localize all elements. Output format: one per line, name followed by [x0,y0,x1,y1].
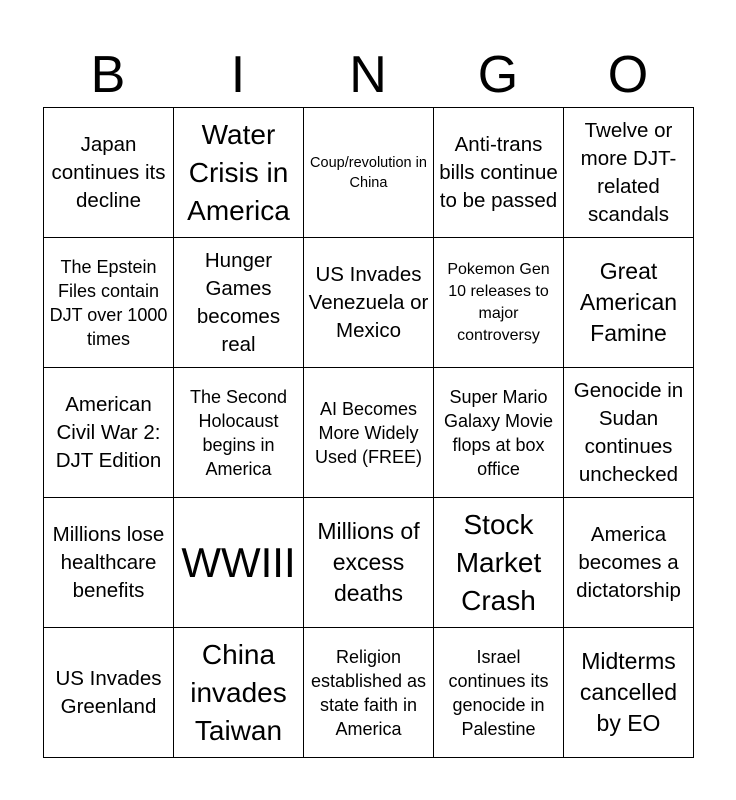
cell-text: Millions of excess deaths [317,518,420,606]
cell-text: Anti-trans bills continue to be passed [439,132,558,212]
cell-text: The Epstein Files contain DJT over 1000 times [49,256,168,349]
cell-text: America becomes a dictatorship [576,522,681,602]
cell-text: Millions lose healthcare benefits [52,522,165,602]
board-row [44,498,694,628]
board-row [44,108,694,238]
bingo-cell[interactable] [44,628,174,758]
bingo-cell[interactable] [564,368,694,498]
bingo-cell[interactable] [44,368,174,498]
cell-text: Super Mario Galaxy Movie flops at box office [443,386,554,479]
header-letter-i: I [230,46,246,104]
bingo-cell[interactable] [44,238,174,368]
cell-text: WWIII [181,538,296,586]
cell-text: Pokemon Gen 10 releases to major controversy [447,260,550,344]
bingo-cell[interactable] [434,498,564,628]
bingo-cell[interactable] [434,368,564,498]
bingo-cell[interactable] [304,108,434,238]
bingo-cell[interactable] [304,498,434,628]
bingo-cell[interactable] [174,108,304,238]
bingo-cell[interactable] [434,238,564,368]
cell-text: Midterms cancelled by EO [579,648,678,736]
cell-text: US Invades Greenland [55,666,162,718]
cell-text: Religion established as state faith in America [310,646,427,739]
cell-text: US Invades Venezuela or Mexico [308,262,429,342]
bingo-cell[interactable] [304,628,434,758]
bingo-cell[interactable] [434,628,564,758]
bingo-cell[interactable] [434,108,564,238]
cell-text: American Civil War 2: DJT Edition [55,392,162,472]
bingo-cell[interactable] [174,498,304,628]
bingo-cell[interactable] [564,238,694,368]
bingo-board [43,107,694,758]
bingo-cell[interactable] [174,238,304,368]
cell-text: China invades Taiwan [190,638,287,746]
bingo-cell[interactable] [174,628,304,758]
header-letter-b: B [90,46,126,104]
board-row [44,238,694,368]
bingo-cell[interactable] [564,628,694,758]
board-row [44,628,694,758]
cell-text: Coup/revolution in China [310,154,427,191]
cell-text: Great American Famine [579,258,678,346]
bingo-cell[interactable] [44,108,174,238]
bingo-header [43,44,693,106]
cell-text: AI Becomes More Widely Used (FREE) [314,398,422,467]
bingo-cell[interactable] [564,498,694,628]
header-letter-g: G [477,46,519,104]
header-letter-o: O [607,46,649,104]
bingo-cell[interactable] [44,498,174,628]
header-letter-n: N [349,46,387,104]
cell-text: The Second Holocaust begins in America [189,386,288,479]
bingo-cell[interactable] [174,368,304,498]
bingo-cell[interactable] [564,108,694,238]
cell-text: Twelve or more DJT-related scandals [580,118,677,226]
cell-text: Japan continues its decline [51,132,166,212]
bingo-cell[interactable] [304,238,434,368]
cell-text: Stock Market Crash [455,508,542,616]
cell-text: Genocide in Sudan continues unchecked [573,378,684,486]
cell-text: Water Crisis in America [187,118,290,226]
bingo-cell[interactable] [304,368,434,498]
cell-text: Israel continues its genocide in Palestine [448,646,549,739]
board-row [44,368,694,498]
cell-text: Hunger Games becomes real [196,248,281,356]
